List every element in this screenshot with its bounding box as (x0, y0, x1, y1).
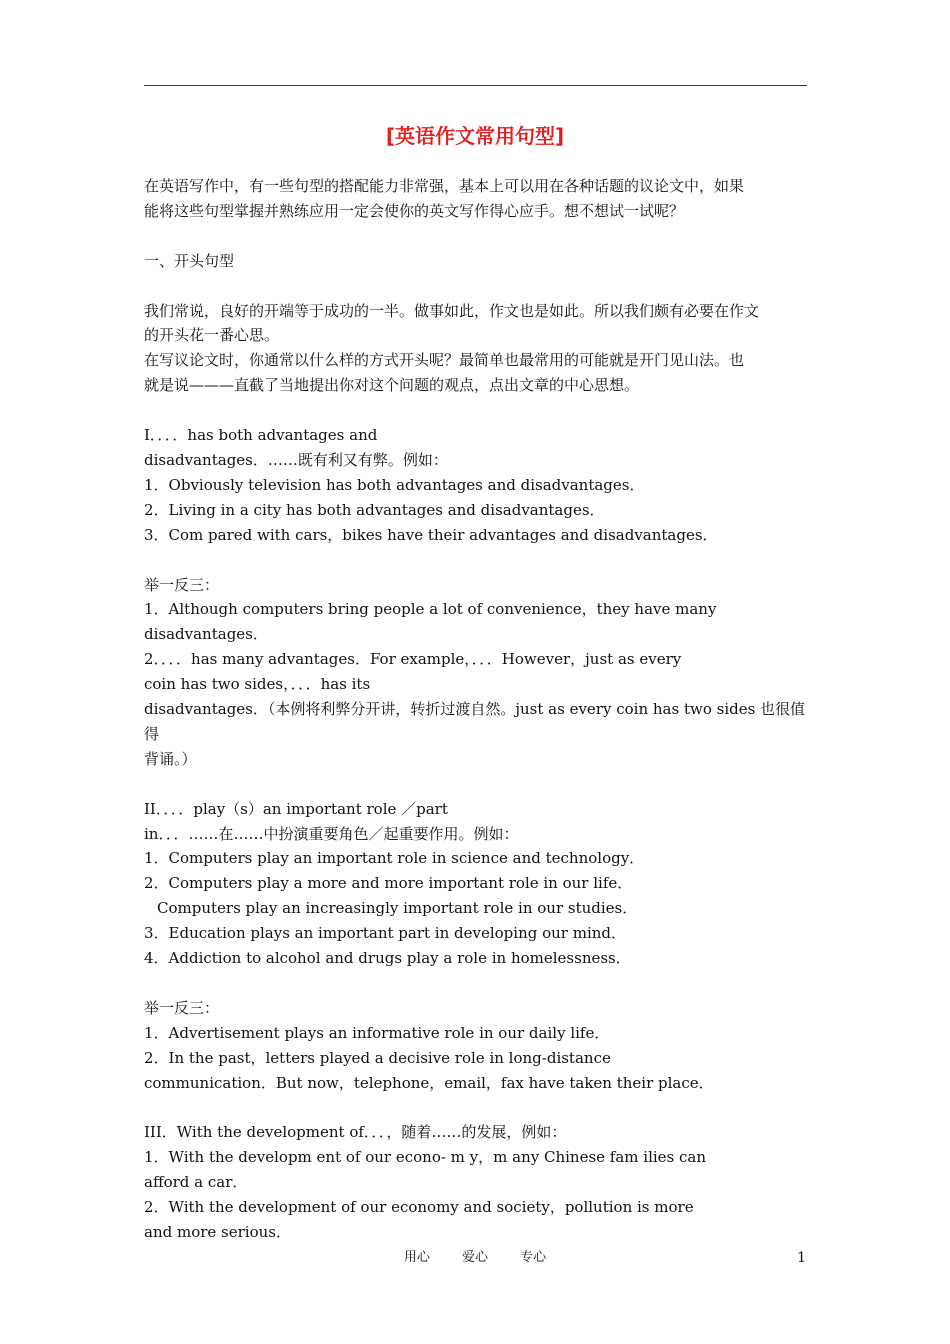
example-item-variant: Computers play an increasingly important role in our studies． (157, 899, 638, 918)
paragraph-line: 我们常说，良好的开端等于成功的一半。做事如此，作文也是如此。所以我们颇有必要在作文 (144, 301, 760, 320)
practice-item-cont: communication．But now，telephone，email，fax have taken their place． (144, 1073, 714, 1092)
pattern-heading-3: III．With the development of．．．，随着……的发展，例如： (144, 1123, 567, 1142)
section-heading-opening: 一、开头句型 (144, 251, 235, 270)
example-item: 4．Addiction to alcohol and drugs play a role in homelessness． (144, 949, 631, 968)
practice-item-cont: coin has two sides，．．．has its (144, 675, 371, 694)
pattern-heading-2-cont: in．．．……在……中扮演重要角色／起重要作用。例如： (144, 824, 519, 843)
blank-line (144, 1096, 808, 1121)
intro-line-1: 在英语写作中，有一些句型的搭配能力非常强，基本上可以用在各种话题的议论文中，如果 (144, 177, 745, 195)
practice-item-cont: disadvantages． (144, 625, 268, 644)
example-item: 1．Computers play an important role in science and technology． (144, 849, 645, 868)
blank-line (144, 224, 808, 249)
pattern-heading-1-cont: disadvantages．……既有利又有弊。例如： (144, 450, 448, 469)
practice-item: 2．．．．has many advantages．For example，．．．However，just as every (144, 650, 682, 669)
intro-line-2: 能将这些句型掌握并熟练应用一定会使你的英文写作得心应手。想不想试一试呢？ (144, 201, 685, 220)
practice-heading: 举一反三： (144, 575, 220, 594)
practice-heading: 举一反三： (144, 998, 220, 1017)
pattern-heading-2: II．．．．play（s）an important role ／part (144, 799, 448, 818)
blank-line (144, 548, 808, 573)
practice-item-cont: disadvantages．（本例将利弊分开讲，转折过渡自然。just as every coin has two sides 也很值得 (144, 700, 806, 743)
blank-line (144, 398, 808, 423)
example-item-cont: afford a car． (144, 1173, 248, 1192)
blank-line (144, 971, 808, 996)
example-item: 1．Obviously television has both advantages and disadvantages． (144, 475, 645, 494)
footer-motto-word: 用心 (403, 1250, 430, 1265)
paragraph-line: 就是说———直截了当地提出你对这个问题的观点，点出文章的中心思想。 (144, 376, 640, 395)
example-item: 2．Computers play a more and more important role in our life． (144, 874, 633, 893)
example-item: 3．Com pared with cars，bikes have their advantages and disadvantages． (144, 525, 718, 544)
example-item: 2．Living in a city has both advantages and disadvantages． (144, 500, 605, 519)
practice-item-cont: 背诵。） (144, 749, 197, 768)
example-item: 3．Education plays an important part in developing our mind． (144, 924, 627, 943)
document-title: [英语作文常用句型] (385, 124, 565, 148)
blank-line (144, 274, 808, 299)
practice-item: 1．Advertisement plays an informative role in our daily life． (144, 1023, 610, 1042)
blank-line (144, 772, 808, 797)
example-item: 1．With the developm ent of our econo- m y，m any Chinese fam ilies can (144, 1148, 707, 1167)
example-item: 2．With the development of our economy and society，pollution is more (144, 1198, 694, 1217)
footer-motto-word: 爱心 (461, 1250, 488, 1265)
practice-item: 2．In the past，letters played a decisive role in long-distance (144, 1048, 611, 1067)
paragraph-line: 在写议论文时，你通常以什么样的方式开头呢？最简单也最常用的可能就是开门见山法。也 (144, 351, 745, 370)
page-number: 1 (797, 1250, 806, 1266)
practice-item: 1．Although computers bring people a lot of convenience，they have many (144, 600, 717, 619)
footer-motto-word: 专心 (520, 1250, 547, 1265)
footer-motto (0, 1248, 950, 1268)
document-body (144, 174, 808, 1245)
page-footer (0, 1248, 950, 1268)
pattern-heading-1: I．．．．has both advantages and (144, 426, 378, 445)
example-item-cont: and more serious． (144, 1223, 291, 1242)
header-rule (144, 85, 807, 86)
paragraph-line: 的开头花一番心思。 (144, 326, 280, 345)
